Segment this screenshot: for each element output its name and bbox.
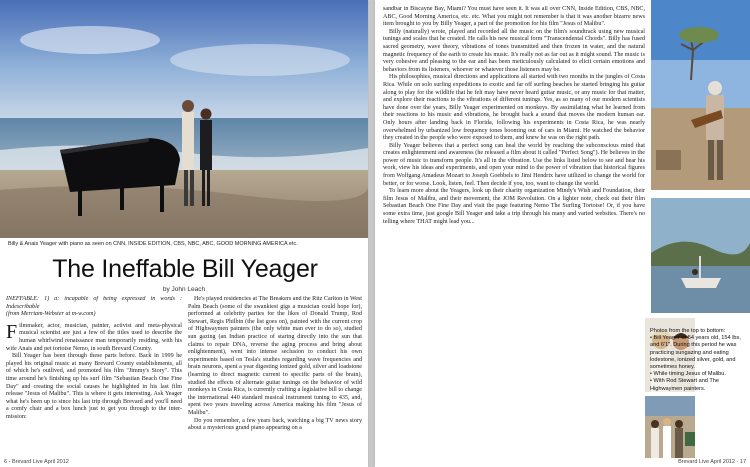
- grand-piano-shape: [60, 138, 180, 216]
- photo-credits-caption: [650, 328, 748, 393]
- definition-source: (from Merriam-Webster at m-w.com): [6, 311, 96, 318]
- desert-guitar-photo: [651, 0, 750, 190]
- caption-item: • With Rod Stewart and The Highwaymen painters.: [650, 378, 720, 392]
- paragraph: Billy Yeager believes that a perfect song can heal the world by reaching the subconscious mind that creates enlightenment and awareness (he released a film about it called "Perfect Song"). He believes in the power of music to transform people. It's all in the vibration. Use the links listed below to see and hear his work, view his ideas and experiments, and open your mind to the power of vibration that historical figures from Wolfgang Amadeus Mozart to Joseph Goebbels to Jimi Hendrix have utilized to change the world for better, or for worse. Look, listen, feel. Then decide if you, too, want to change the world.: [383, 142, 645, 187]
- paragraph: sandbar in Biscayne Bay, Miami? You must have seen it. It was all over CNN, Inside Edition, CBS, NBC, ABC, Good Morning America, etc. etc. What you might not remember is that it was another bizarre news item brought to you by Billy Yeager, a part of the promotion for his film "Jesus of Malibu".: [383, 6, 645, 28]
- left-column-2: [188, 296, 362, 454]
- lake-photo: [651, 198, 750, 313]
- desert-illustration: [651, 0, 750, 190]
- right-footer: Brevard Live April 2012 - 17: [678, 459, 746, 465]
- paragraph: His philosophies, musical directions and applications all started with two months in the jungles of Costa Rica. While on solo surfing expeditions to exotic and far off surfing beaches he started bringing his guitar along to play for the wildlife that he felt may have never heard guitar music, or any music for that matter, and explore their reactions to the vibrations of different tunings. Yes, as so many of our modern scientists have done over the years, Billy Yeager experimented on monkeys. By assimilating what he learned from their reactions to his music and vibrations, he brought back a sound that moves the modern human ear. Only hours after landing back in Florida, following his experiments in Costa Rica, he was nearly overwhelmed by urbanized low frequency tones booming out of cars in Miami. He watched the behavior they created in the people who were exposed to them, and knew he was on the right path.: [383, 74, 645, 142]
- highwaymen-photo: [645, 396, 695, 458]
- beach-piano-photo: [0, 0, 368, 238]
- left-page: [0, 0, 368, 467]
- paragraph: Bill Yeager has been through these parts before. Back in 1999 he played his original music at many Brevard County establishments, all of which he's outlived, and promoted his film "Jimmy's Story". This time around he's finishing up his surf film "Sebastian Beach One Fine Day" and creating the social causes he highlighted in his last film release "Jesus of Malibu". This is where it gets interesting. Ask Yeager what he's been up to since his last trip through Brevard and you'll need a comfy chair and a box lunch just to get you through to the inter-mission:: [6, 353, 182, 420]
- paragraph: Billy (naturally) wrote, played and recorded all the music on the film's soundtrack using new musical tunings and scales that he created. He calls his new musical form "Transcendental Chords". Billy has fused sacred geometry, wave theory, vibrations of tones transmitted and then frozen in water, and the natural magnetic frequency of the earth to create his music. It's really not as far out as it might sound. The music is very cohesive and pleasing to the ear and has been meticulously calculated to elicit certain emotions and behaviors from its listeners, whoever or whatever those listeners may be.: [383, 28, 645, 73]
- beach-piano-illustration: [0, 0, 368, 238]
- photo-caption: Billy & Anais Yeager with piano as seen on CNN, INSIDE EDITION, CBS, NBC, ABC, GOOD MORNING AMERICA etc.: [8, 241, 298, 247]
- definition-text: INEFFABLE: 1) a: incapable of being expressed in words : Indescribable: [6, 296, 182, 310]
- caption-item: • While timing Jesus of Malibu.: [650, 371, 726, 378]
- paragraph: He's played residencies at The Breakers and the Ritz Carlton in West Palm Beach (some of the swankiest gigs a musician could hope for), performed at celebrity parties for the likes of Donald Trump, Rod Stewart, Regis Philbin (the list goes on), painted with the current crop of Highwaymen painters (the only white man ever to do so), studied sun gazing (an Indian practice of staring directly into the sun that claims to repair DNA, reverse the aging process and bring about enlightenment), went into intense seclusion to conduct his own experiments based on Tesla's studies regarding wave frequencies and brain neurons, spent a year digesting ionized gold, silver and loadstone (learning to direct magnetic current to specific parts of the brain), studied the effects of alternate guitar tunings on the behavior of wild monkeys in Costa Rica, is currently crafting a legislative bill to change the international 440 standard musical instrument tuning to 435, and, spent two years traveling across America making his film "Jesus of Malibu".: [188, 296, 362, 416]
- caption-item: • Bill Yeager at 54 years old, 154 lbs, and 6'1". During this period he was practicing sungazing and eating lodestone, ionized silver, gold, and sometimes honey.: [650, 335, 741, 371]
- page-gutter: [369, 0, 374, 467]
- group-illustration: [645, 396, 695, 458]
- right-column: [383, 6, 645, 456]
- lake-illustration: [651, 198, 750, 313]
- paragraph: To learn more about the Yeagers, look up their charity organization Mindy's Wish and Foundation, their film Jesus of Malibu, and their movement, the JOM Revolution. On a lighter note, check out their film Sebastian Beach One Fine Day and visit the page featuring Nemo The Surfing Tortoise! Or, if you have some extra time, just google Bill Yeager and take a trip through his many and varied websites. There's no telling where THAT might lead you...: [383, 188, 645, 225]
- intro-text: ilmmaker, actor, musician, painter, activist and meta-physical musical scientist are just a few of the titles used to describe the human whirlwind renaissance man temporarily residing, with his wife Anais and pet tortoise Nemo, in south Brevard County.: [6, 322, 182, 352]
- intro-paragraph: [6, 320, 182, 353]
- left-column-1: [6, 296, 182, 454]
- left-footer: 6 - Brevard Live April 2012: [4, 459, 69, 465]
- paragraph: Do you remember, a few years back, watching a big TV news story about a mysterious grand piano appearing on a: [188, 417, 362, 432]
- right-page: [375, 0, 750, 467]
- article-byline: by John Leach: [162, 286, 206, 293]
- caption-intro: Photos from the top to bottom:: [650, 328, 726, 334]
- drop-cap: F: [6, 320, 18, 343]
- article-headline: The Ineffable Bill Yeager: [52, 255, 318, 283]
